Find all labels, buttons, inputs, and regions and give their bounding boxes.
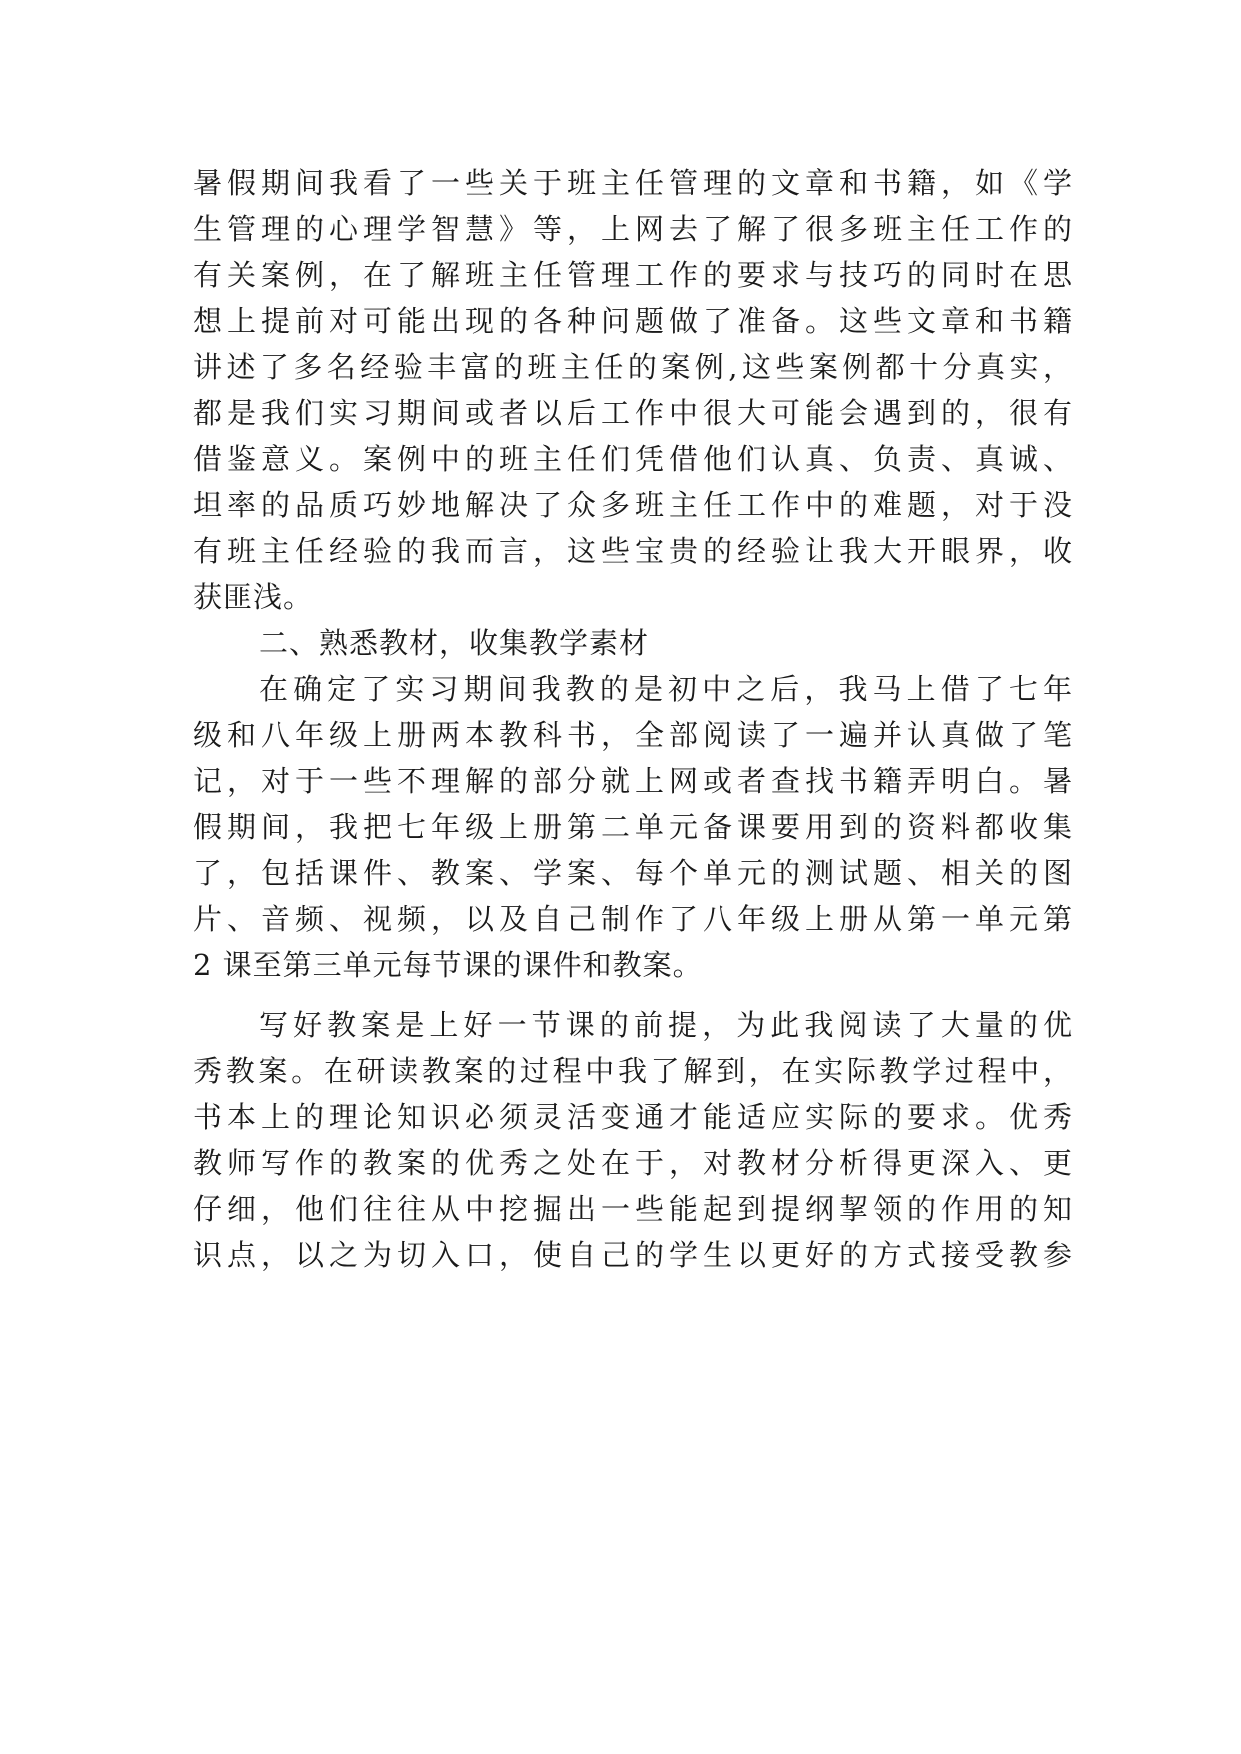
- text-line: 片、音频、视频，以及自己制作了八年级上册从第一单元第: [193, 902, 1073, 936]
- section-heading: [193, 620, 1073, 666]
- text-line: 借鉴意义。案例中的班主任们凭借他们认真、负责、真诚、: [193, 442, 1073, 476]
- text-line: 有关案例，在了解班主任管理工作的要求与技巧的同时在思: [193, 258, 1073, 292]
- text-line: 级和八年级上册两本教科书，全部阅读了一遍并认真做了笔: [193, 718, 1073, 752]
- text-line: 想上提前对可能出现的各种问题做了准备。这些文章和书籍: [193, 304, 1073, 338]
- heading-text: 二、熟悉教材，收集教学素材: [259, 626, 650, 660]
- text-line: 获匪浅。: [193, 580, 314, 614]
- text-line: 写好教案是上好一节课的前提，为此我阅读了大量的优: [259, 1008, 1073, 1042]
- text-line: 秀教案。在研读教案的过程中我了解到，在实际教学过程中，: [193, 1054, 1073, 1088]
- text-line: 讲述了多名经验丰富的班主任的案例,这些案例都十分真实，: [193, 350, 1073, 384]
- text-line: 书本上的理论知识必须灵活变通才能适应实际的要求。优秀: [193, 1100, 1073, 1134]
- text-line: 生管理的心理学智慧》等，上网去了解了很多班主任工作的: [193, 212, 1073, 246]
- paragraph-summer-reading: [193, 160, 1073, 620]
- text-line: 都是我们实习期间或者以后工作中很大可能会遇到的，很有: [193, 396, 1073, 430]
- document-body: [193, 160, 1073, 1278]
- text-line: 有班主任经验的我而言，这些宝贵的经验让我大开眼界，收: [193, 534, 1073, 568]
- paragraph-textbook-prep: [193, 666, 1073, 988]
- text-line: 2 课至第三单元每节课的课件和教案。: [193, 948, 703, 982]
- text-line: 仔细，他们往往从中挖掘出一些能起到提纲挈领的作用的知: [193, 1192, 1073, 1226]
- text-line: 教师写作的教案的优秀之处在于，对教材分析得更深入、更: [193, 1146, 1073, 1180]
- text-line: 记，对于一些不理解的部分就上网或者查找书籍弄明白。暑: [193, 764, 1073, 798]
- paragraph-lesson-plans: [193, 1002, 1073, 1278]
- text-line: 暑假期间我看了一些关于班主任管理的文章和书籍，如《学: [193, 166, 1073, 200]
- text-line: 识点，以之为切入口，使自己的学生以更好的方式接受教参: [193, 1238, 1073, 1272]
- text-line: 假期间，我把七年级上册第二单元备课要用到的资料都收集: [193, 810, 1073, 844]
- text-line: 坦率的品质巧妙地解决了众多班主任工作中的难题，对于没: [193, 488, 1073, 522]
- text-line: 在确定了实习期间我教的是初中之后，我马上借了七年: [259, 672, 1073, 706]
- text-line: 了，包括课件、教案、学案、每个单元的测试题、相关的图: [193, 856, 1073, 890]
